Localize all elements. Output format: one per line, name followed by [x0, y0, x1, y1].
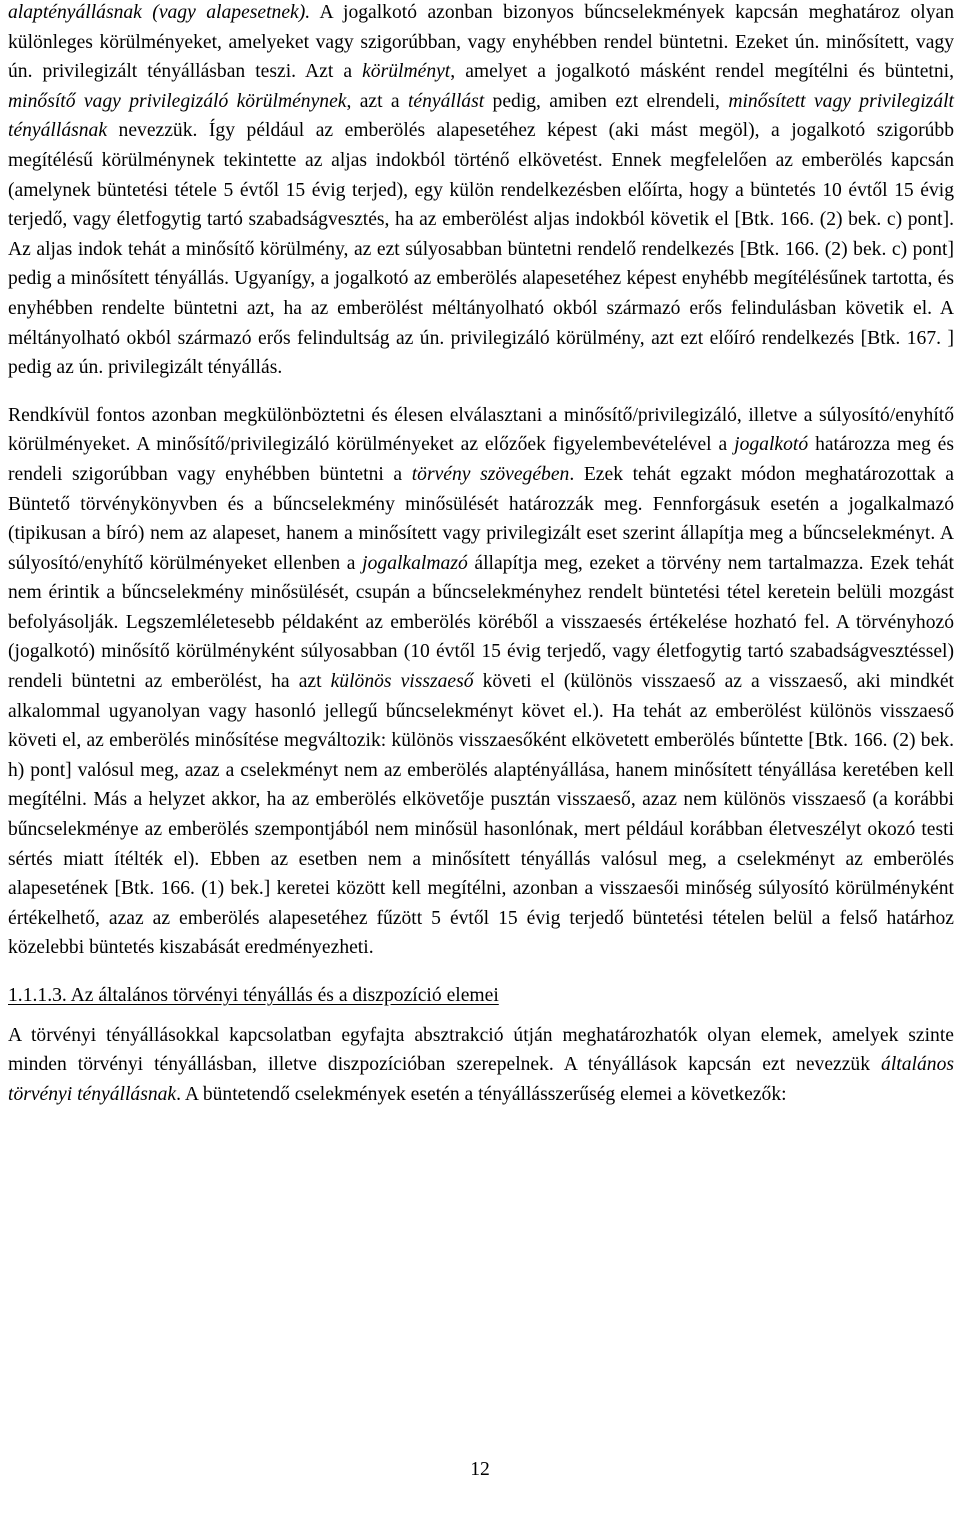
italic-text-run: törvény szövegében [411, 463, 570, 485]
text-run: határozza meg és rendeli szigorúbban vagy enyhébben büntetni a [8, 434, 954, 485]
italic-text-run: körülményt [362, 61, 451, 83]
paragraph-aggravating-circumstances [8, 401, 954, 963]
italic-text-run: alaptényállásnak (vagy alapesetnek). [8, 2, 311, 23]
italic-text-run: jogalkotó [734, 434, 809, 456]
italic-text-run: minősítő vagy privilegizáló körülménynek [8, 90, 347, 112]
section-heading [8, 981, 954, 1011]
text-run: pedig, amiben ezt elrendeli, [484, 90, 729, 112]
text-run: . Ezek tehát egzakt módon meghatározottak a Büntető törvénykönyvben és a bűncselekmény minősülését határozzák meg. Fennforgásuk esetén a jogalkalmazó (tipikusan a bíró) nem az alapeset, hanem a minősített vagy privilegizált eset szerint állapítja meg a bűncselekményt. A súlyosító/enyhítő körülményeket ellenben a [8, 463, 954, 574]
paragraph-privileged-circumstances [8, 0, 954, 383]
text-run: nevezzük. Így például az emberölés alapesetéhez képest (aki mást megöl), a jogalkotó szigorúbb megítélésű körülménynek tekintette az aljas indokból történő elkövetést. Ennek megfelelően az emberölés kapcsán (amelynek büntetési tétele 5 évtől 15 évig terjed), egy külön rendelkezésben előírta, hogy a büntetés 10 évtől 15 évig terjedő, vagy életfogytig tartó szabadságvesztés, ha az emberölést aljas indokból követik el [Btk. 166. (2) bek. c) pont]. Az aljas indok tehát a minősítő körülmény, az ezt súlyosabban büntetni rendelő rendelkezés [Btk. 166. (2) bek. c) pont] pedig a minősített tényállás. Ugyanígy, a jogalkotó az emberölés alapesetéhez képest enyhébb megítélésűnek tartotta, és enyhébben rendelte büntetni azt, ha az emberölést méltányolható okból származó erős felindulásban követik el. A méltányolható okból származó erős felindultság az ún. privilegizáló körülmény, azt ezt előíró rendelkezés [Btk. 167. ] pedig az ún. privilegizált tényállás. [8, 120, 954, 379]
text-run: követi el (különös visszaeső az a visszaeső, aki mindkét alkalommal ugyanolyan vagy hasonló jellegű bűncselekményt követ el.). Ha tehát az emberölést különös visszaeső követi el, az emberölés minősítése megváltozik: különös visszaesőként elkövetett emberölés bűntette [Btk. 166. (2) bek. h) pont] valósul meg, azaz a cselekményt nem az emberölés alaptényállása, hanem minősített tényállása keretében kell megítélni. Más a helyzet akkor, ha az emberölés elkövetője pusztán visszaeső, azaz nem különös visszaeső (a korábbi bűncselekménye az emberölés szempontjából nem minősül hasonlónak, mert például korábban életveszélyt okozó testi sértés miatt ítélték el). Ebben az esetben nem a minősített tényállás valósul meg, a cselekményt az emberölés alapesetének [Btk. 166. (1) bek.] keretei között kell megítélni, azonban a visszaesői minőség súlyosító körülményként értékelhető, azaz az emberölés alapesetéhez fűzött 5 évtől 15 évig terjedő büntetési tételen belül a felső határhoz közelebbi büntetés kiszabását eredményezheti. [8, 671, 954, 959]
italic-text-run: tényállást [407, 90, 485, 112]
text-run: , azt a [346, 90, 408, 112]
text-run: állapítja meg, ezeket a törvény nem tartalmazza. Ezek tehát nem érintik a bűncselekmény minősülését, csupán a bűncselekményhez rendelt büntetési tétel keretein belüli mozgást befolyásolják. Legszemléletesebb példaként az emberölés köréből a visszaesés értékelése hozható fel. A törvényhozó (jogalkotó) minősítő körülményként súlyosabban (10 évtől 15 évig terjedő, vagy életfogytig tartó szabadságvesztéssel) rendeli büntetni az emberölést, ha azt [8, 552, 955, 693]
section-heading-text: 1.1.1.3. Az általános törvényi tényállás és a diszpozíció elemei [8, 985, 499, 1006]
italic-text-run: jogalkalmazó [362, 552, 468, 574]
text-run: , amelyet a jogalkotó másként rendel megítélni és büntetni, [450, 61, 954, 83]
text-run: A törvényi tényállásokkal kapcsolatban egyfajta absztrakció útján meghatározhatók olyan elemek, amelyek szinte minden törvényi tényállásban, illetve diszpozícióban szerepelnek. A tényállások kapcsán ezt nevezzük [8, 1024, 954, 1076]
text-run: . A büntetendő cselekmények esetén a tényállásszerűség elemei a következők: [176, 1083, 787, 1105]
italic-text-run: minősített vagy privilegizált tényállásnak [8, 90, 954, 142]
italic-text-run: általános törvényi tényállásnak [8, 1054, 954, 1105]
page-number: 12 [470, 1459, 490, 1480]
paragraph-general-statutory-facts [8, 1021, 954, 1110]
document-page [8, 0, 954, 1109]
text-run: A jogalkotó azonban bizonyos bűncselekmények kapcsán meghatároz olyan különleges körülményeket, amelyeket vagy szigorúbban, vagy enyhébben rendel büntetni. Ezeket ún. minősített, vagy ún. privilegizált tényállásban teszi. Azt a [8, 2, 955, 83]
text-run: Rendkívül fontos azonban megkülönböztetni és élesen elválasztani a minősítő/privilegizáló, illetve a súlyosító/enyhítő körülményeket. A minősítő/privilegizáló körülményeket az előzőek figyelembevételével a [8, 404, 954, 456]
italic-text-run: különös visszaeső [330, 671, 474, 693]
